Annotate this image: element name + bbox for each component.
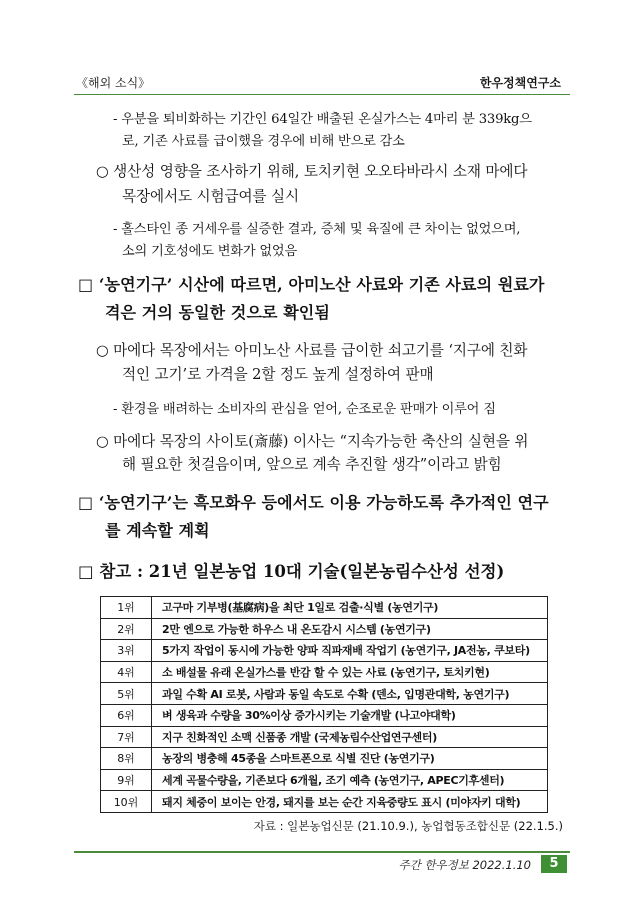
description-cell: 과일 수확 AI 로봇, 사람과 동일 속도로 수확 (덴소, 입명관대학, 농연기구) [152,683,548,705]
table-row [101,597,548,619]
circle-item-2-line-2: 적인 고기’로 가격을 2할 정도 높게 설정하여 판매 [122,366,434,383]
rank-cell: 7위 [101,726,152,748]
circle-item-1-line-2: 목장에서도 시험급여를 실시 [122,188,300,205]
square-item-2-line-2: 를 계속할 계획 [105,521,210,540]
table-row [101,683,548,705]
footer-rule [74,851,570,853]
table-row [101,618,548,640]
description-cell: 세계 곡물수량을, 기존보다 6개월, 조기 예측 (농연기구, APEC기후센터) [152,769,548,791]
rank-cell: 4위 [101,661,152,683]
description-cell: 농장의 병충해 45종을 스마트폰으로 식별 진단 (농연기구) [152,748,548,770]
rank-cell: 3위 [101,640,152,662]
dash-item-2-line-2: 소의 기호성에도 변화가 없었음 [122,244,297,259]
rank-cell: 1위 [101,597,152,619]
circle-item-2-line-1: ○ 마에다 목장에서는 아미노산 사료를 급이한 쇠고기를 ‘지구에 친화 [96,342,528,359]
description-cell: 5가지 작업이 동시에 가능한 양파 직파재배 작업기 (농연기구, JA전농, 쿠보타) [152,640,548,662]
table-row [101,704,548,726]
description-cell: 고구마 기부병(基腐病)을 최단 1일로 검출·식별 (농연기구) [152,597,548,619]
publisher-name: 한우정책연구소 [479,76,561,90]
table-row [101,726,548,748]
header-rule [74,94,570,95]
circle-item-3-line-2: 해 필요한 첫걸음이며, 앞으로 계속 추진할 생각”이라고 밝힘 [122,456,502,473]
rank-cell: 10위 [101,791,152,813]
dash-item-1-line-2: 로, 기존 사료를 급이했을 경우에 비해 반으로 감소 [122,134,405,149]
table-row [101,748,548,770]
square-item-1-line-2: 격은 거의 동일한 것으로 확인됨 [105,303,330,322]
square-item-2-line-1: □ ‘농연기구’는 흑모화우 등에서도 이용 가능하도록 추가적인 연구 [78,493,549,512]
dash-item-2-line-1: - 홀스타인 종 거세우를 실증한 결과, 증체 및 육질에 큰 차이는 없었으며, [113,222,521,237]
dash-item-3-line-1: - 환경을 배려하는 소비자의 관심을 얻어, 순조로운 판매가 이루어 짐 [113,402,496,417]
reference-heading: □ 참고 : 21년 일본농업 10대 기술(일본농림수산성 선정) [78,562,505,581]
description-cell: 벼 생육과 수량을 30%이상 증가시키는 기술개발 (나고야대학) [152,704,548,726]
section-label: 《해외 소식》 [76,76,151,90]
rank-cell: 6위 [101,704,152,726]
source-citation: 자료 : 일본농업신문 (21.10.9.), 농업협동조합신문 (22.1.5.) [253,819,563,833]
circle-item-3-line-1: ○ 마에다 목장의 사이토(斎藤) 이사는 “지속가능한 축산의 실현을 위 [96,433,529,450]
rank-cell: 5위 [101,683,152,705]
description-cell: 2만 엔으로 가능한 하우스 내 온도감시 시스템 (농연기구) [152,618,548,640]
square-item-1-line-1: □ ‘농연기구’ 시산에 따르면, 아미노산 사료와 기존 사료의 원료가 [78,275,545,294]
rank-cell: 9위 [101,769,152,791]
table-row [101,769,548,791]
description-cell: 지구 친화적인 소맥 신품종 개발 (국제농림수산업연구센터) [152,726,548,748]
description-cell: 소 배설물 유래 온실가스를 반감 할 수 있는 사료 (농연기구, 토치키현) [152,661,548,683]
rank-cell: 8위 [101,748,152,770]
description-cell: 돼지 체중이 보이는 안경, 돼지를 보는 순간 지육중량도 표시 (미야자키 대학) [152,791,548,813]
top-ten-technology-table [100,596,548,813]
rank-cell: 2위 [101,618,152,640]
table-row [101,640,548,662]
table-row [101,791,548,813]
circle-item-1-line-1: ○ 생산성 영향을 조사하기 위해, 토치키현 오오타바라시 소재 마에다 [96,163,528,180]
dash-item-1-line-1: - 우분을 퇴비화하는 기간인 64일간 배출된 온실가스는 4마리 분 339kg으 [113,112,532,127]
page-number: 5 [541,855,567,873]
table-row [101,661,548,683]
publication-info: 주간 한우정보 2022.1.10 [398,858,531,872]
